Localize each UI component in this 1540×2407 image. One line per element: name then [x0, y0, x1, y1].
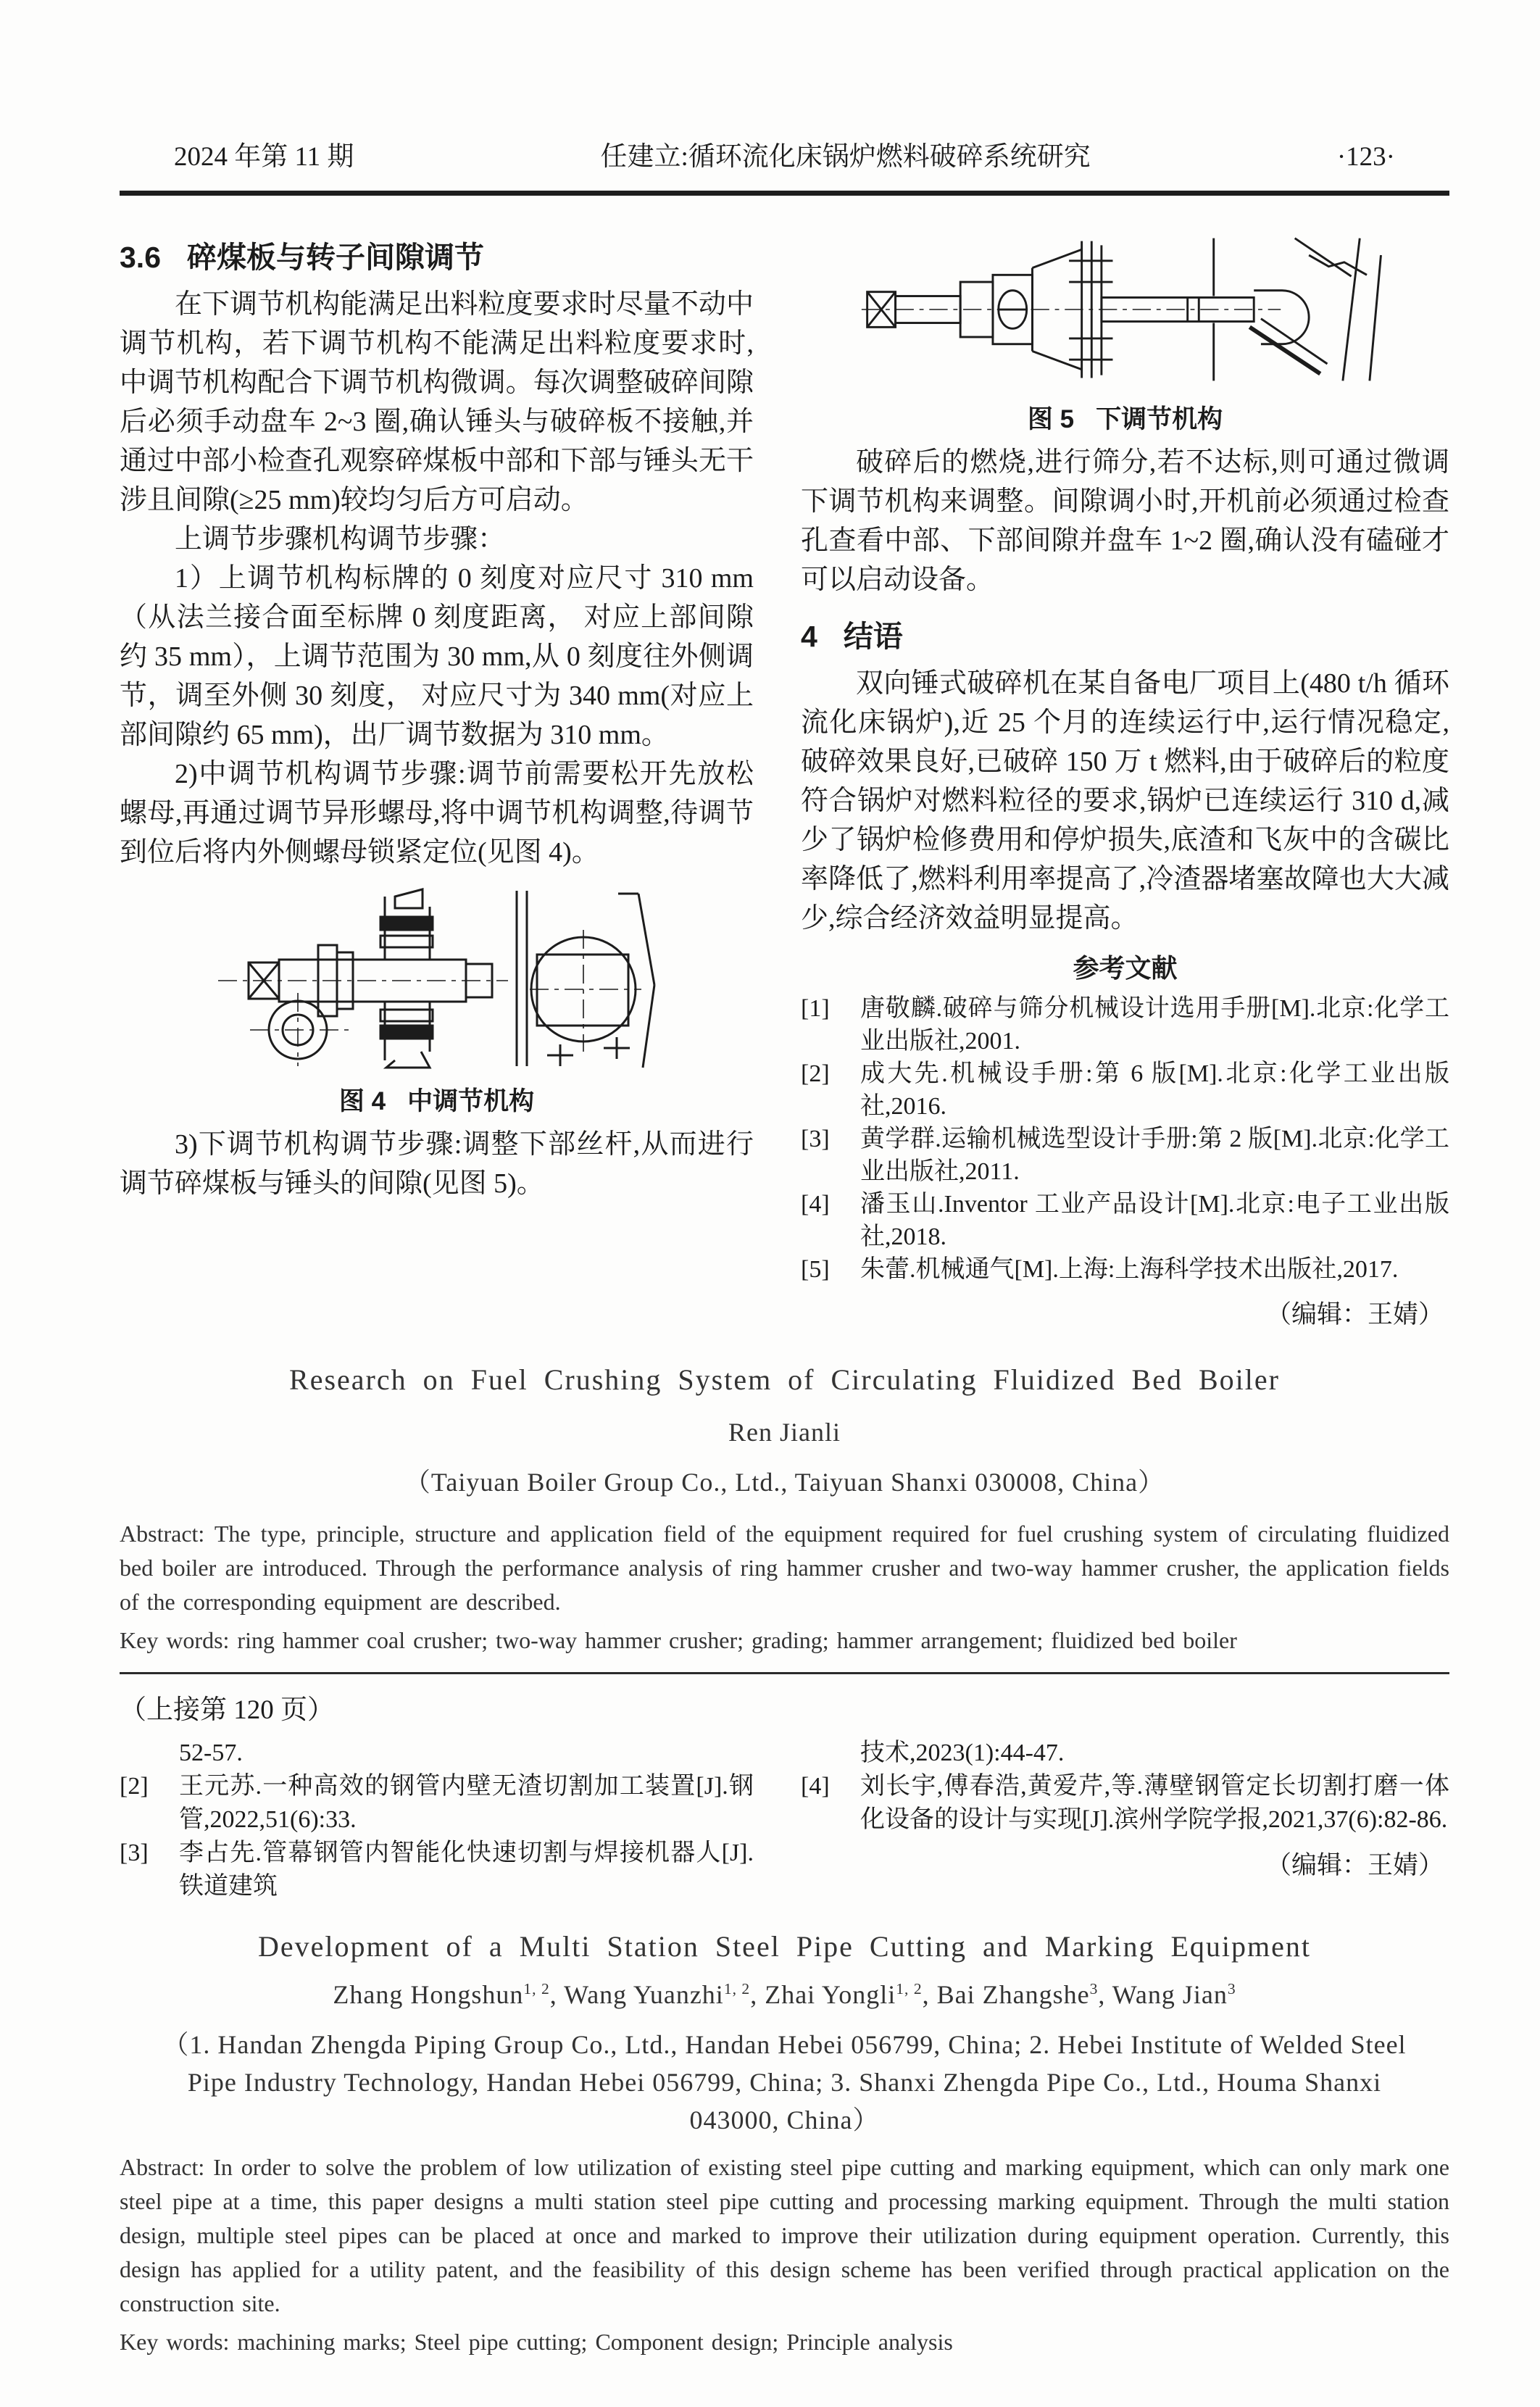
reference-number: [3]	[120, 1839, 149, 1866]
keywords-label: Key words:	[120, 2329, 230, 2355]
paragraph: 3)下调节机构调节步骤:调整下部丝杆,从而进行调节碎煤板与锤头的间隙(见图 5)。	[120, 1129, 754, 1199]
author-affiliation-sup: 1, 2	[723, 1980, 751, 1997]
reference-item	[801, 1737, 1449, 1770]
abstract-paragraph	[120, 1517, 1449, 1619]
reference-number	[801, 1737, 860, 1770]
reference-number: [5]	[801, 1256, 830, 1283]
english-title: Development of a Multi Station Steel Pipe Cutting and Marking Equipment	[258, 1930, 1311, 1963]
author-affiliation-sup: 3	[1227, 1980, 1236, 1997]
references-heading: 参考文献	[1073, 953, 1178, 983]
article2-english-block	[120, 1929, 1449, 2359]
reference-number: [1]	[801, 995, 830, 1022]
continuation-rule	[120, 1672, 1449, 1674]
section-3-6-heading	[120, 233, 754, 276]
abstract-text: The type, principle, structure and application field of the equipment required for fuel crushing system of circulating fluidized bed boiler are introduced. Through the performance analysis of ring hammer crusher and two-way hammer crusher, the application fields of the corresponding equipment are described.	[120, 1521, 1450, 1615]
article1-english-block	[120, 1363, 1449, 1658]
figure-4	[120, 888, 754, 1118]
abstract-paragraph	[120, 2150, 1449, 2321]
reference-text: 朱蕾.机械通气[M].上海:上海科学技术出版社,2017.	[860, 1256, 1399, 1283]
reference-text: 黄学群.运输机械选型设计手册:第 2 版[M].北京:化学工业出版社,2011.	[860, 1126, 1449, 1185]
reference-text: 唐敬麟.破碎与筛分机械设计选用手册[M].北京:化学工业出版社,2001.	[860, 995, 1449, 1055]
reference-number: [4]	[801, 1191, 830, 1218]
section-4-heading	[801, 612, 1449, 655]
author-affiliation-sup: 1, 2	[896, 1980, 923, 1997]
continuation-right	[801, 1737, 1449, 1903]
reference-text: 李占先.管幕钢管内智能化快速切割与焊接机器人[J].铁道建筑	[179, 1839, 754, 1900]
author: Wang Jian$^3$	[1112, 1980, 1236, 2009]
author: Zhai Yongli$^{1, 2}$,	[765, 1980, 937, 2009]
continuation-left	[120, 1737, 754, 1903]
figure-4-caption	[120, 1081, 754, 1118]
reference-number: [3]	[801, 1126, 830, 1152]
paragraph: 上调节步骤机构调节步骤：	[175, 524, 506, 554]
reference-item	[120, 1770, 754, 1837]
journal-issue: 2024 年第 11 期	[174, 142, 354, 172]
figure-5-drawing	[857, 233, 1394, 387]
reference-number: [4]	[801, 1773, 830, 1800]
reference-text: 技术,2023(1):44-47.	[860, 1739, 1065, 1766]
reference-item	[120, 1837, 754, 1903]
reference-number: [2]	[120, 1773, 149, 1800]
english-affiliation: （1. Handan Zhengda Piping Group Co., Ltd., Handan Hebei 056799, China; 2. Hebei Institute of Welded Steel Pipe Industry Technology, Handan Hebei 056799, China; 3. Shanxi Zhengda Pipe Co., Ltd., Houma Shanxi 043000, China）	[162, 2030, 1407, 2134]
figure-5-caption	[801, 399, 1449, 436]
reference-text: 52-57.	[179, 1739, 243, 1766]
keywords-paragraph	[120, 1624, 1449, 1658]
reference-number	[120, 1737, 179, 1770]
author: Zhang Hongshun$^{1, 2}$,	[333, 1980, 565, 2009]
author-affiliation-sup: 1, 2	[523, 1980, 550, 1997]
figure-5	[801, 233, 1449, 436]
reference-item	[801, 1057, 1449, 1123]
reference-item	[120, 1737, 754, 1770]
reference-item	[801, 1123, 1449, 1188]
figure-title: 中调节机构	[407, 1087, 535, 1115]
page-number: ·123·	[1336, 142, 1395, 172]
abstract-text: In order to solve the problem of low utilization of existing steel pipe cutting and marking equipment, which can only mark one steel pipe at a time, this paper designs a multi station steel pipe cutting and processing marking equipment. Through the multi station design, multiple steel pipes can be placed at once and marked to improve their utilization during equipment operation. Currently, this design has applied for a utility patent, and the feasibility of this design scheme has been verified through practical application on the construction site.	[120, 2154, 1450, 2316]
running-title: 任建立:循环流化床锅炉燃料破碎系统研究	[600, 142, 1091, 172]
right-column	[801, 233, 1449, 1331]
reference-text: 潘玉山.Inventor 工业产品设计[M].北京:电子工业出版社,2018.	[860, 1191, 1449, 1250]
article2-authors	[120, 1979, 1449, 2010]
author: Wang Yuanzhi$^{1, 2}$,	[564, 1980, 765, 2009]
header-rule	[120, 191, 1449, 196]
section-title: 碎煤板与转子间隙调节	[187, 241, 484, 274]
main-columns	[120, 233, 1449, 1331]
figure-label: 图 4	[338, 1087, 386, 1115]
page-header	[120, 134, 1449, 191]
figure-label: 图 5	[1027, 405, 1075, 433]
reference-item	[801, 1188, 1449, 1253]
reference-item	[801, 1253, 1449, 1286]
reference-text: 成大先.机械设手册:第 6 版[M].北京:化学工业出版社,2016.	[860, 1060, 1449, 1120]
paragraph: 破碎后的燃烧,进行筛分,若不达标,则可通过微调下调节机构来调整。间隙调小时,开机前必须通过检查孔查看中部、下部间隙并盘车 1~2 圈,确认没有磕碰才可以启动设备。	[801, 447, 1449, 595]
keywords-text: ring hammer coal crusher; two-way hammer crusher; grading; hammer arrangement; fluidized bed boiler	[237, 1627, 1237, 1653]
english-title: Research on Fuel Crushing System of Circulating Fluidized Bed Boiler	[289, 1363, 1280, 1396]
author-affiliation-sup: 3	[1089, 1980, 1099, 1997]
paragraph: 1）上调节机构标牌的 0 刻度对应尺寸 310 mm（从法兰接合面至标牌 0 刻度距离， 对应上部间隙约 35 mm），上调节范围为 30 mm,从 0 刻度往外侧调节，调至外侧 30 刻度， 对应尺寸为 340 mm(对应上部间隙约 65 mm)，出厂调节数据为 310 mm。	[120, 563, 754, 750]
section-number: 4	[801, 620, 817, 653]
continuation-note: （上接第 120 页）	[120, 1695, 334, 1725]
reference-text: 王元苏.一种高效的钢管内壁无渣切割加工装置[J].钢管,2022,51(6):33.	[179, 1773, 754, 1833]
paragraph: 2)中调节机构调节步骤:调节前需要松开先放松螺母,再通过调节异形螺母,将中调节机构调整,待调节到位后将内外侧螺母锁紧定位(见图 4)。	[120, 759, 754, 868]
continuation-columns	[120, 1737, 1449, 1903]
reference-text: 刘长宇,傅春浩,黄爱芹,等.薄壁钢管定长切割打磨一体化设备的设计与实现[J].滨州学院学报,2021,37(6):82-86.	[860, 1773, 1449, 1833]
reference-number: [2]	[801, 1060, 830, 1087]
left-column	[120, 233, 754, 1331]
editor-credit: （编辑：王婧）	[1265, 1300, 1444, 1329]
figure-4-drawing	[212, 888, 662, 1069]
abstract-label: Abstract:	[120, 2154, 205, 2180]
author: Bai Zhangshe$^3$,	[936, 1980, 1112, 2009]
figure-title: 下调节机构	[1096, 405, 1223, 433]
editor-credit: （编辑：王婧）	[1265, 1851, 1444, 1879]
keywords-label: Key words:	[120, 1627, 230, 1653]
abstract-label: Abstract:	[120, 1521, 205, 1547]
section-number: 3.6	[120, 241, 161, 274]
english-affiliation: （Taiyuan Boiler Group Co., Ltd., Taiyuan Shanxi 030008, China）	[404, 1468, 1165, 1497]
paragraph: 双向锤式破碎机在某自备电厂项目上(480 t/h 循环流化床锅炉),近 25 个月的连续运行中,运行情况稳定,破碎效果良好,已破碎 150 万 t 燃料,由于破碎后的粒度符合锅炉对燃料粒径的要求,锅炉已连续运行 310 d,减少了锅炉检修费用和停炉损失,底渣和飞灰中的含碳比率降低了,燃料利用率提高了,冷渣器堵塞故障也大大减少,综合经济效益明显提高。	[801, 668, 1449, 934]
reference-item	[801, 992, 1449, 1057]
section-title: 结语	[843, 620, 903, 653]
paragraph: 在下调节机构能满足出料粒度要求时尽量不动中调节机构，若下调节机构不能满足出料粒度要求时,中调节机构配合下调节机构微调。每次调整破碎间隙后必须手动盘车 2~3 圈,确认锤头与破碎板不接触,并通过中部小检查孔观察碎煤板中部和下部与锤头无干涉且间隙(≥25 mm)较均匀后方可启动。	[120, 289, 754, 515]
reference-item	[801, 1770, 1449, 1837]
keywords-paragraph	[120, 2325, 1449, 2359]
keywords-text: machining marks; Steel pipe cutting; Component design; Principle analysis	[237, 2329, 953, 2355]
english-author: Ren Jianli	[728, 1418, 841, 1447]
